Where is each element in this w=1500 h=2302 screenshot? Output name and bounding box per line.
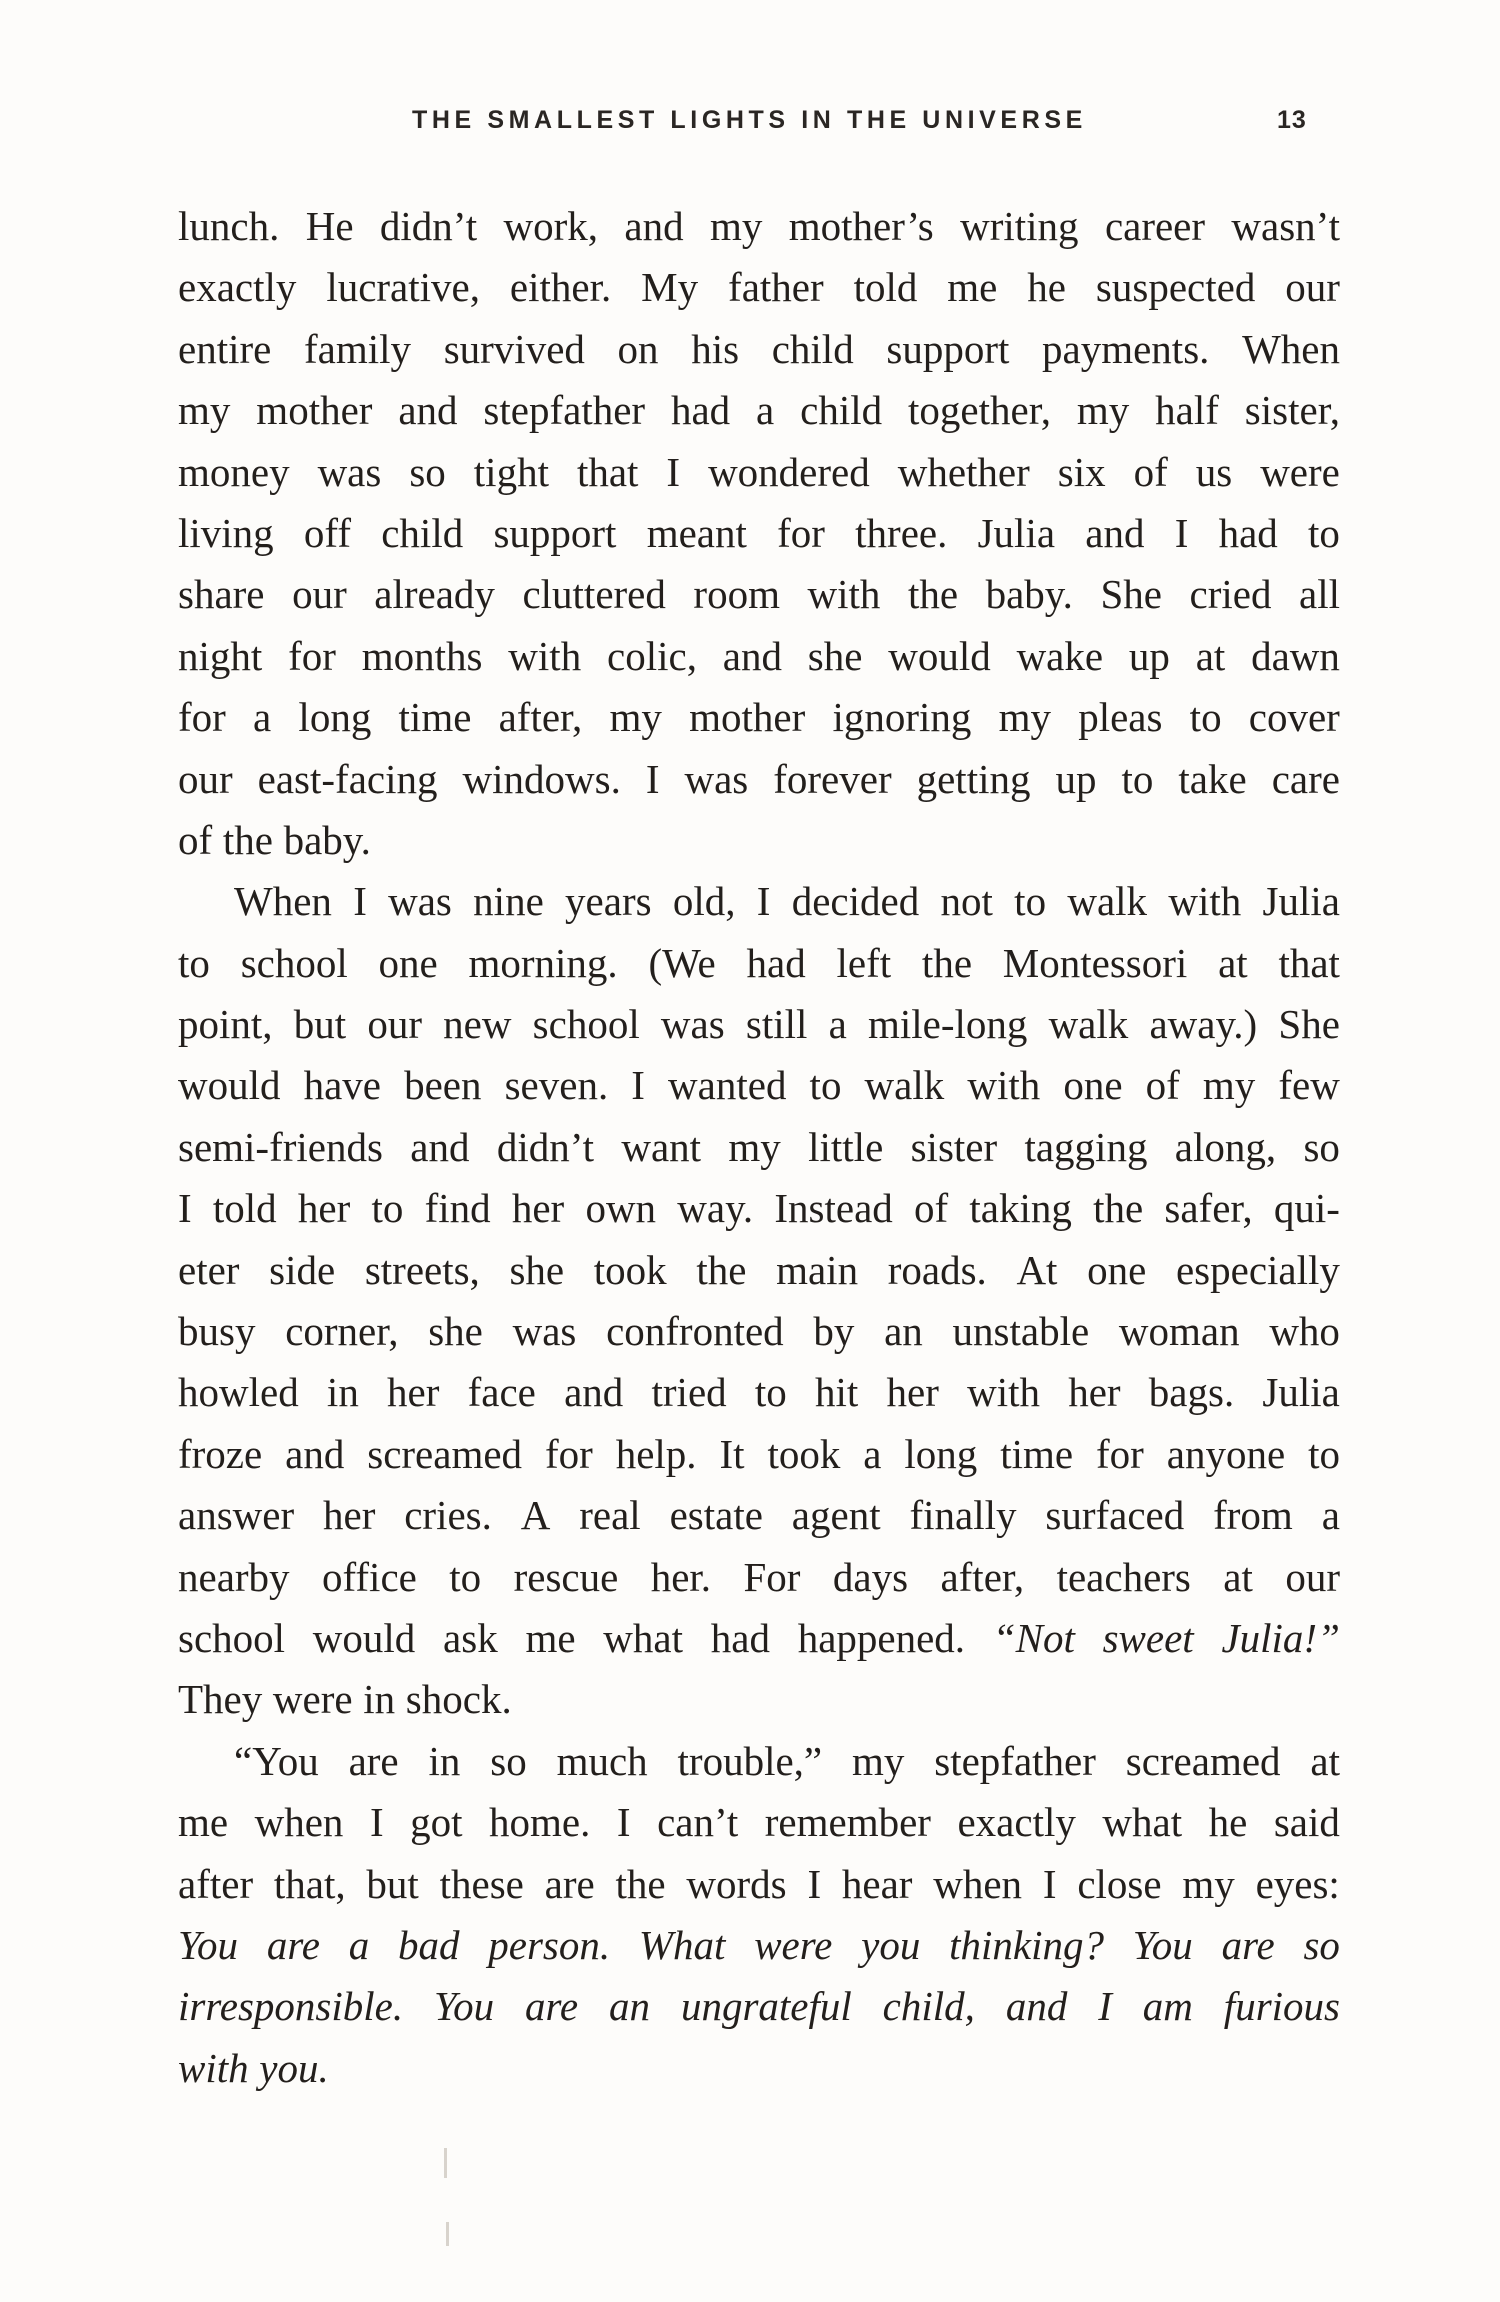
text-line: school would ask me what had happened. “Not sweet Julia!” bbox=[178, 1614, 1340, 1661]
text-line: living off child support meant for three. Julia and I had to bbox=[178, 509, 1340, 556]
text-line: When I was nine years old, I decided not to walk with Julia bbox=[234, 878, 1340, 925]
text-line: eter side streets, she took the main roads. At one especially bbox=[178, 1246, 1340, 1293]
text-line: money was so tight that I wondered whether six of us were bbox=[178, 448, 1340, 495]
text-line: night for months with colic, and she would wake up at dawn bbox=[178, 632, 1340, 679]
text-line: I told her to find her own way. Instead of taking the safer, qui- bbox=[178, 1185, 1340, 1232]
text-line: entire family survived on his child support payments. When bbox=[178, 325, 1340, 372]
text-line: lunch. He didn’t work, and my mother’s writing career wasn’t bbox=[178, 203, 1340, 249]
scan-speck bbox=[444, 2148, 447, 2178]
scan-speck bbox=[446, 2222, 449, 2246]
text-line: our east-facing windows. I was forever getting up to take care bbox=[178, 755, 1340, 802]
text-line: with you. bbox=[178, 2044, 329, 2091]
text-line: share our already cluttered room with the baby. She cried all bbox=[178, 571, 1340, 618]
text-line: howled in her face and tried to hit her with her bags. Julia bbox=[178, 1369, 1340, 1416]
text-line: nearby office to rescue her. For days after, teachers at our bbox=[178, 1553, 1340, 1600]
text-line: froze and screamed for help. It took a long time for anyone to bbox=[178, 1430, 1340, 1477]
text-line: busy corner, she was confronted by an unstable woman who bbox=[178, 1308, 1340, 1355]
text-line: “You are in so much trouble,” my stepfather screamed at bbox=[234, 1737, 1340, 1784]
text-line: answer her cries. A real estate agent finally surfaced from a bbox=[178, 1492, 1340, 1539]
text-line: irresponsible. You are an ungrateful child, and I am furious bbox=[178, 1983, 1340, 2030]
text-line: for a long time after, my mother ignoring my pleas to cover bbox=[178, 694, 1340, 741]
text-line: to school one morning. (We had left the Montessori at that bbox=[178, 939, 1340, 986]
text-line: They were in shock. bbox=[178, 1676, 512, 1723]
text-line: after that, but these are the words I hear when I close my eyes: bbox=[178, 1860, 1340, 1907]
body-text bbox=[178, 196, 1340, 2099]
text-line: would have been seven. I wanted to walk with one of my few bbox=[178, 1062, 1340, 1109]
text-line: exactly lucrative, either. My father told me he suspected our bbox=[178, 264, 1340, 311]
text-line: semi-friends and didn’t want my little sister tagging along, so bbox=[178, 1123, 1340, 1170]
page-number: 13 bbox=[1277, 106, 1307, 134]
text-line: me when I got home. I can’t remember exactly what he said bbox=[178, 1799, 1340, 1846]
text-line: my mother and stepfather had a child together, my half sister, bbox=[178, 387, 1340, 434]
text-line: point, but our new school was still a mile-long walk away.) She bbox=[178, 1001, 1340, 1048]
text-line: You are a bad person. What were you thinking? You are so bbox=[178, 1921, 1340, 1968]
book-title: THE SMALLEST LIGHTS IN THE UNIVERSE bbox=[412, 106, 1087, 134]
running-head bbox=[0, 100, 1500, 160]
text-line: of the baby. bbox=[178, 816, 371, 863]
